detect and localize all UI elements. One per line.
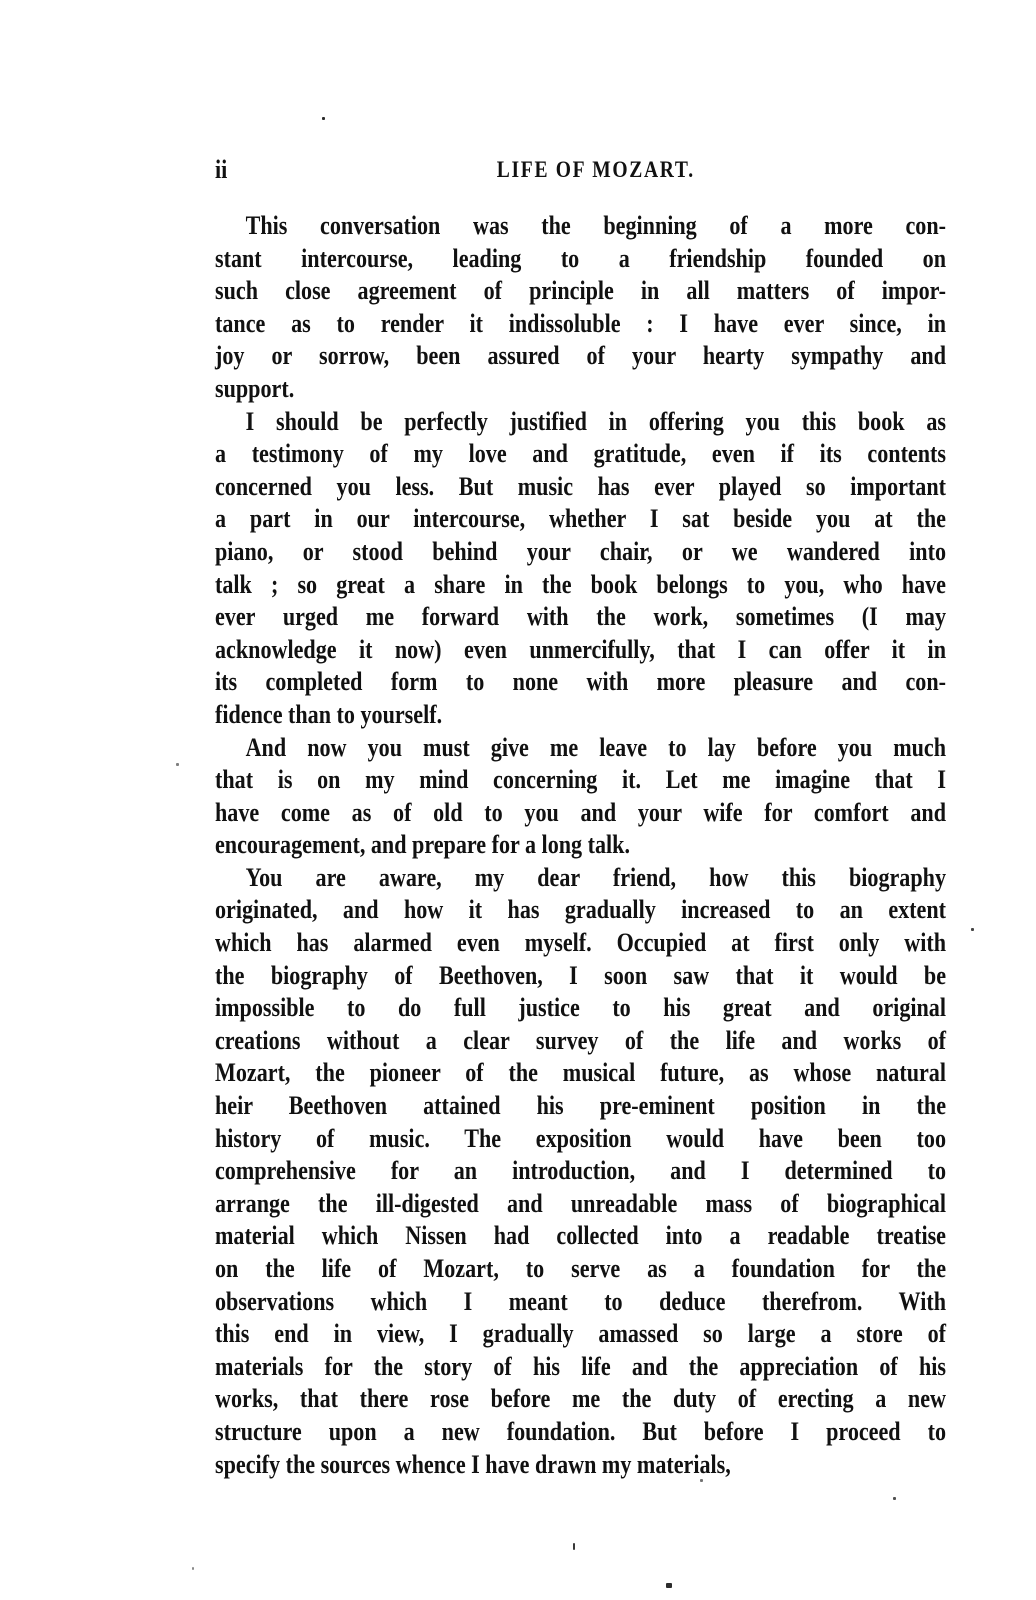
scan-speck <box>176 763 179 766</box>
page-body <box>215 210 946 1481</box>
text-line: fidence than to yourself. <box>215 699 443 729</box>
text-line: materials for the story of his life and the appreciation of his <box>215 1351 946 1381</box>
text-line: talk ; so great a share in the book belongs to you, who have <box>215 569 946 599</box>
text-line: that is on my mind concerning it. Let me imagine that I <box>215 765 946 795</box>
text-line: works, that there rose before me the duty of erecting a new <box>215 1384 946 1414</box>
text-line: stant intercourse, leading to a friendship founded on <box>215 243 946 273</box>
text-line: concerned you less. But music has ever played so important <box>215 471 946 501</box>
text-line: You are aware, my dear friend, how this biography <box>245 862 947 892</box>
text-line: support. <box>215 373 295 403</box>
text-line: joy or sorrow, been assured of your hearty sympathy and <box>215 341 946 371</box>
text-line: on the life of Mozart, to serve as a foundation for the <box>215 1254 946 1283</box>
scan-speck <box>971 928 974 931</box>
text-line: comprehensive for an introduction, and I determined to <box>215 1156 946 1186</box>
text-line: structure upon a new foundation. But before I proceed to <box>215 1416 946 1446</box>
text-line: ever urged me forward with the work, sometimes (I may <box>215 602 946 632</box>
text-line: a part in our intercourse, whether I sat beside you at the <box>215 504 946 534</box>
text-line: And now you must give me leave to lay before you much <box>245 732 947 762</box>
running-title: LIFE OF MOZART. <box>496 157 695 182</box>
text-line: which has alarmed even myself. Occupied at first only with <box>215 928 946 958</box>
text-line: impossible to do full justice to his great and original <box>215 993 946 1023</box>
text-line: tance as to render it indissoluble : I have ever since, in <box>215 308 946 338</box>
text-line: this end in view, I gradually amassed so large a store of <box>215 1319 946 1349</box>
text-line: Mozart, the pioneer of the musical future, as whose natural <box>215 1058 946 1088</box>
text-line: a testimony of my love and gratitude, even if its contents <box>215 439 946 469</box>
paragraph <box>215 210 946 406</box>
scan-speck <box>700 1479 703 1482</box>
text-line: its completed form to none with more pleasure and con- <box>215 667 946 697</box>
text-line: observations which I meant to deduce therefrom. With <box>215 1286 946 1316</box>
scan-speck <box>192 1567 194 1570</box>
running-head <box>215 155 946 185</box>
text-line: arrange the ill-digested and unreadable mass of biographical <box>215 1188 946 1218</box>
paragraph <box>215 406 946 732</box>
scan-speck <box>573 1543 575 1550</box>
text-line: history of music. The exposition would have been too <box>215 1123 946 1153</box>
text-line: have come as of old to you and your wife for comfort and <box>215 797 946 827</box>
paragraph <box>215 862 946 1481</box>
paragraph <box>215 732 946 862</box>
text-line: the biography of Beethoven, I soon saw that it would be <box>215 960 946 990</box>
text-line: This conversation was the beginning of a more con- <box>245 211 947 240</box>
scan-speck <box>322 117 325 120</box>
text-line: originated, and how it has gradually increased to an extent <box>215 895 946 925</box>
text-line: creations without a clear survey of the life and works of <box>215 1025 946 1055</box>
text-line: acknowledge it now) even unmercifully, that I can offer it in <box>215 634 946 664</box>
text-line: encouragement, and prepare for a long talk. <box>215 830 630 860</box>
text-line: specify the sources whence I have drawn my materials, <box>215 1449 731 1479</box>
scan-speck <box>893 1497 896 1500</box>
page-number: ii <box>215 155 228 184</box>
scan-speck <box>666 1583 672 1588</box>
text-line: I should be perfectly justified in offering you this book as <box>245 406 947 436</box>
text-line: heir Beethoven attained his pre-eminent position in the <box>215 1091 946 1121</box>
text-line: piano, or stood behind your chair, or we wandered into <box>215 536 946 566</box>
text-line: material which Nissen had collected into a readable treatise <box>215 1221 946 1251</box>
text-line: such close agreement of principle in all matters of impor- <box>215 276 946 306</box>
